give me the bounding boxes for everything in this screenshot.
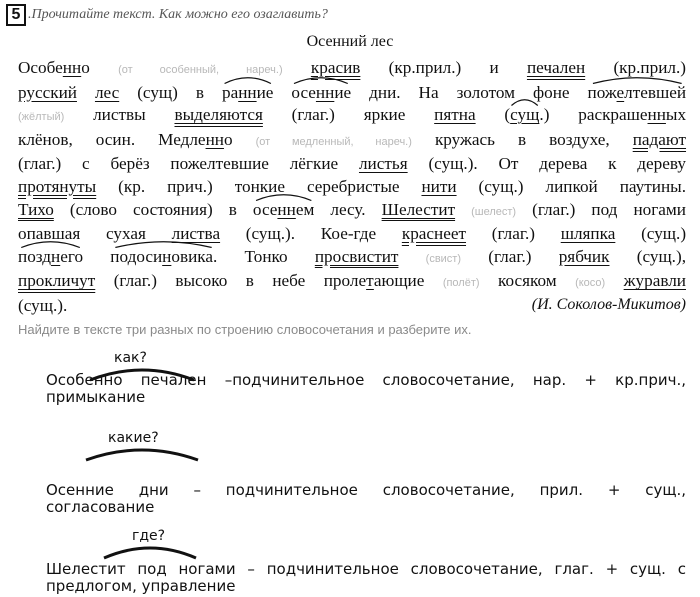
predicate: краснеет	[401, 224, 467, 244]
answer-text: Особенно печален –подчинительное словосочетание, нар. + кр.прич.,	[46, 371, 686, 389]
predicate: красив	[310, 58, 361, 77]
text-line-5	[18, 153, 686, 176]
word: (кр.прил.) и	[388, 58, 499, 77]
question-arc-3	[100, 544, 200, 560]
answer-text: Осенние дни – подчинительное словосочетание, прил. + сущ.,	[46, 481, 686, 499]
word: (сущ.) липкой паутины.	[478, 176, 686, 196]
instruction: Найдите в тексте три разных по строению словосочетания и разберите их.	[18, 322, 472, 337]
word: (глаг.)	[491, 224, 535, 244]
word-pozdnego: позднего	[18, 246, 83, 269]
word: (сущ.). Кое-где	[245, 224, 377, 244]
subject: листья	[358, 154, 408, 174]
word-part: т	[366, 271, 374, 291]
word: (сущ) в	[137, 82, 204, 102]
predicate: протянуты	[18, 176, 97, 196]
text-body	[18, 57, 686, 318]
predicate: просвистит	[314, 246, 399, 266]
word: (кр. прич.) тонкие серебристые	[118, 176, 400, 196]
word: Тонко	[244, 246, 288, 266]
word: (глаг.) яркие	[291, 105, 406, 125]
word-part: о	[223, 129, 233, 149]
note: (косо)	[575, 277, 606, 290]
answer-2	[46, 482, 686, 516]
morpheme-arc	[253, 191, 314, 201]
word: листвы	[93, 105, 146, 125]
note: (шелест)	[471, 205, 517, 218]
word: клёнов, осин. Медле	[18, 129, 206, 149]
word-sushch: сущ	[510, 104, 539, 127]
word: (сущ.).	[18, 295, 68, 315]
word: лесу.	[330, 199, 366, 219]
answer-question-3: где?	[132, 528, 166, 544]
word-ranniye: ранние	[222, 82, 273, 105]
answer-text: предлогом, управление	[46, 577, 236, 595]
predicate: прокличут	[18, 271, 96, 291]
text-line-9	[18, 246, 686, 271]
note: (от особенный, нареч.)	[118, 64, 283, 76]
predicate: Шелестит	[381, 199, 456, 219]
predicate: печален	[526, 58, 586, 77]
word: (глаг.) высоко в небе проле	[113, 271, 367, 291]
note: (свист)	[425, 252, 462, 265]
note: (от медленный, нареч.)	[255, 135, 412, 148]
author: (И. Соколов-Микитов)	[531, 296, 686, 313]
word: русский	[18, 82, 77, 102]
answer-1	[46, 372, 686, 406]
word: (кр.прил.)	[613, 58, 686, 77]
word-part: нн	[647, 105, 666, 125]
subject: рябчик	[558, 246, 610, 266]
word-podosinovika: подосиновика.	[110, 246, 217, 269]
subject: лес	[94, 82, 120, 102]
task-number: 5	[6, 4, 26, 26]
answer-3	[46, 561, 686, 595]
text-line-1	[18, 57, 686, 82]
text-line-6	[18, 176, 686, 199]
predicate: падают	[632, 129, 687, 149]
predicate: выделяются	[174, 105, 263, 125]
word: (сущ.),	[636, 246, 686, 266]
word-osennem: осеннем	[253, 199, 314, 222]
word: дни. На золотом фоне	[369, 82, 570, 102]
answer-text: согласование	[46, 498, 155, 516]
subject: журавли	[623, 271, 686, 291]
word: (сущ.). От дерева к дереву	[428, 154, 686, 174]
predicate: Тихо	[18, 199, 54, 219]
subject: листва	[171, 224, 221, 244]
morpheme-arc	[110, 238, 217, 248]
task-question: .Прочитайте текст. Как можно его озаглавить?	[28, 7, 328, 22]
word-part: ых	[665, 105, 687, 125]
answer-question-1: как?	[114, 350, 147, 366]
text-line-4	[18, 129, 686, 154]
morpheme-arc	[510, 96, 539, 106]
subject: нити	[421, 176, 457, 196]
word: кружась в воздухе,	[434, 129, 610, 149]
word: косяком	[497, 271, 557, 291]
word-part: нн	[205, 129, 224, 149]
word: (сущ.)	[641, 224, 687, 244]
answer-text: примыкание	[46, 388, 146, 406]
word: (глаг.) с берёз пожелтевшие лёгкие	[18, 154, 339, 174]
morpheme-arc	[18, 238, 83, 248]
word: раскраше	[578, 105, 648, 125]
word-part: ающие	[373, 271, 425, 291]
word-osenniye: осенние	[291, 82, 351, 105]
text-line-10	[18, 270, 686, 295]
text-line-3: (жёлтый) листвы выделяются (глаг.) яркие пятна ( сущ.) раскрашенных	[18, 104, 686, 129]
answer-question-2: какие?	[108, 430, 159, 446]
word: (слово состояния) в	[69, 199, 237, 219]
text-line-7	[18, 199, 686, 224]
text-line-2	[18, 82, 686, 105]
task-header	[6, 4, 328, 26]
question-arc-2	[82, 446, 202, 462]
word-pozheltevshey: пожелтевшей	[588, 82, 687, 105]
subject: пятна	[434, 105, 476, 125]
morpheme-arc	[588, 74, 687, 84]
answer-text: Шелестит под ногами – подчинительное словосочетание, глаг. + сущ. с	[46, 560, 686, 578]
subject: шляпка	[560, 224, 616, 244]
note: (жёлтый)	[18, 111, 65, 124]
word: (глаг.) под ногами	[532, 199, 687, 219]
word: Особе	[18, 58, 63, 77]
note: (полёт)	[442, 277, 480, 290]
word: опавшая сухая	[18, 224, 146, 244]
word-part: нн	[62, 58, 82, 77]
morpheme-arc	[222, 74, 273, 84]
word: (глаг.)	[488, 246, 532, 266]
word-part: о	[81, 58, 90, 77]
text-title: Осенний лес	[306, 33, 394, 50]
morpheme-arc	[291, 74, 351, 84]
